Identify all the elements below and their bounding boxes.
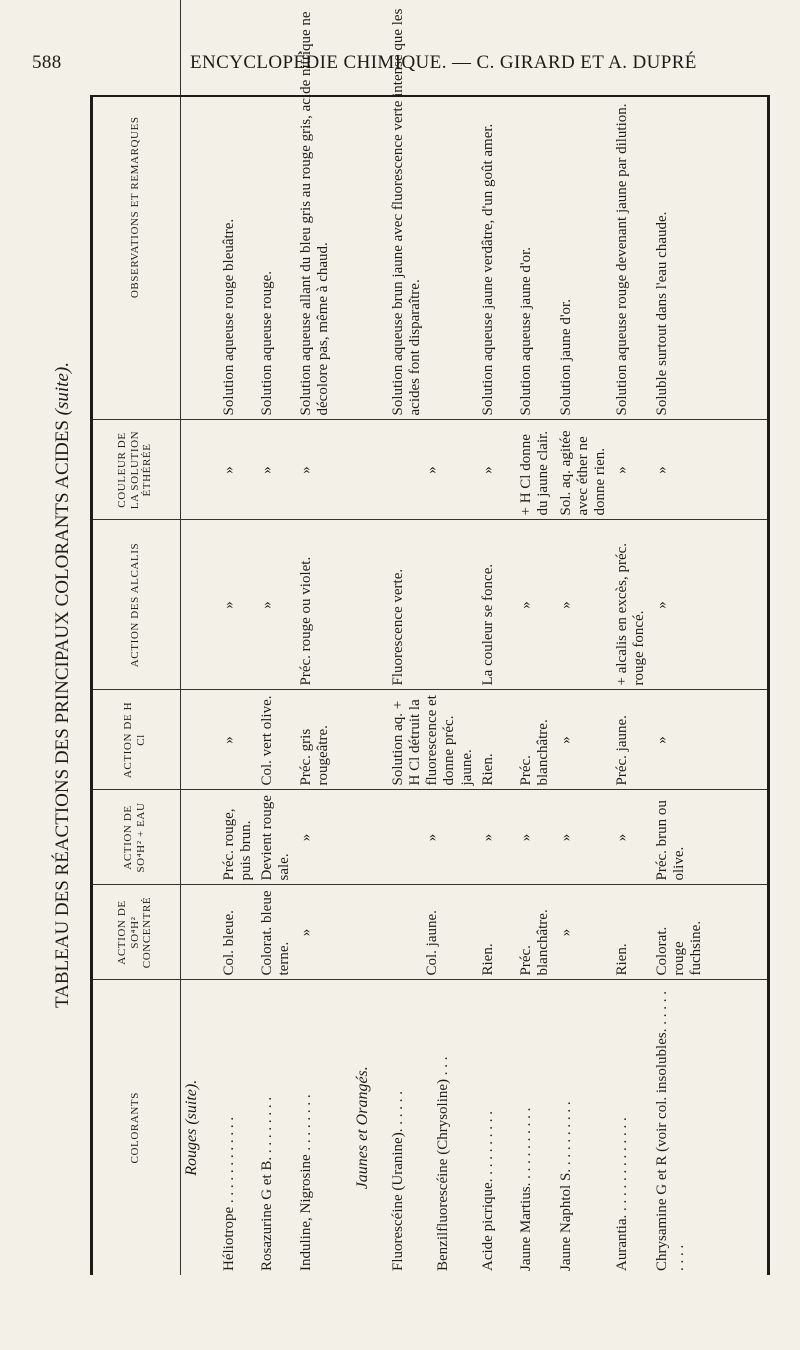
table-row: Induline, Nigrosine . . . . . . . . » » Préc. gris rougeâtre. Préc. rouge ou violet. » Solution aqueuse allant du bleu gris au rouge gris, acide nitrique ne décolore pas, même à chaud.	[296, 0, 352, 1275]
header-observations: OBSERVATIONS ET REMARQUES	[90, 0, 181, 420]
table-row: Acide picrique. . . . . . . . . . Rien. » Rien. La couleur se fonce. » Solution aqueuse jaune verdâtre, d'un goût amer.	[478, 0, 516, 1275]
table-row: Jaune Naphtol S. . . . . . . . . . » » » » Sol. aq. agitée avec éther ne donne rien. Solution jaune d'or.	[556, 0, 612, 1275]
table-row: Fluorescéine (Uranine). . . . . . Col. jaune. » Solution aq. + H Cl détruit la fluorescence et donne préc. jaune. Fluorescence verte. » Solution aqueuse brun jaune avec fluorescence verte intense que les acides font disparaître.	[388, 0, 433, 1275]
header-so4-concentre: ACTION DE SO⁴H² CONCENTRÉ	[90, 885, 181, 980]
table-row: Rosazurine G et B. . . . . . . . . Colorat. bleue terne. Devient rouge sale. Col. vert olive. » » Solution aqueuse rouge.	[257, 0, 296, 1275]
header-hcl: ACTION DE H Cl	[90, 690, 181, 790]
table-row: Chrysamine G et R (voir col. insolubles. . . . . . . . . . Colorat. rouge fuchsine. Préc. brun ou olive. » » » Soluble surtout dans l'eau chaude.	[652, 0, 770, 1275]
table-row: Benzilfluorescéine (Chrysoline) . . .	[434, 1056, 451, 1271]
header-colorants: COLORANTS	[90, 980, 181, 1275]
reactions-table	[90, 0, 770, 1275]
table-row: Jaune Martius. . . . . . . . . . . Préc. blanchâtre. » Préc. blanchâtre. » + H Cl donne du jaune clair. Solution aqueuse jaune d'or.	[516, 0, 556, 1275]
header-alcalis: ACTION DES ALCALIS	[90, 520, 181, 690]
header-so4-eau: ACTION DE SO⁴H² + EAU	[90, 790, 181, 885]
table-row: Aurantia. . . . . . . . . . . . . . Rien. » Préc. jaune. + alcalis en excès, préc. rouge foncé. » Solution aqueuse rouge devenant jaune par dilution.	[612, 0, 652, 1275]
table-title: TABLEAU DES RÉACTIONS DES PRINCIPAUX COLORANTS ACIDES (suite).	[52, 362, 73, 1008]
page-number: 588	[32, 52, 62, 73]
header-ether: COULEUR DE LA SOLUTION ÉTHÉRÉE	[90, 420, 181, 520]
running-title: ENCYCLOPÉDIE CHIMIQUE. — C. GIRARD ET A. DUPRÉ	[190, 52, 697, 73]
table-row: Héliotrope . . . . . . . . . . . . Col. bleue. Préc. rouge, puis brun. » » » Solution aqueuse rouge bleuâtre.	[219, 0, 258, 1275]
section-rouges: Rouges (suite).	[183, 1079, 200, 1176]
section-jaunes: Jaunes et Orangés.	[353, 1066, 371, 1190]
